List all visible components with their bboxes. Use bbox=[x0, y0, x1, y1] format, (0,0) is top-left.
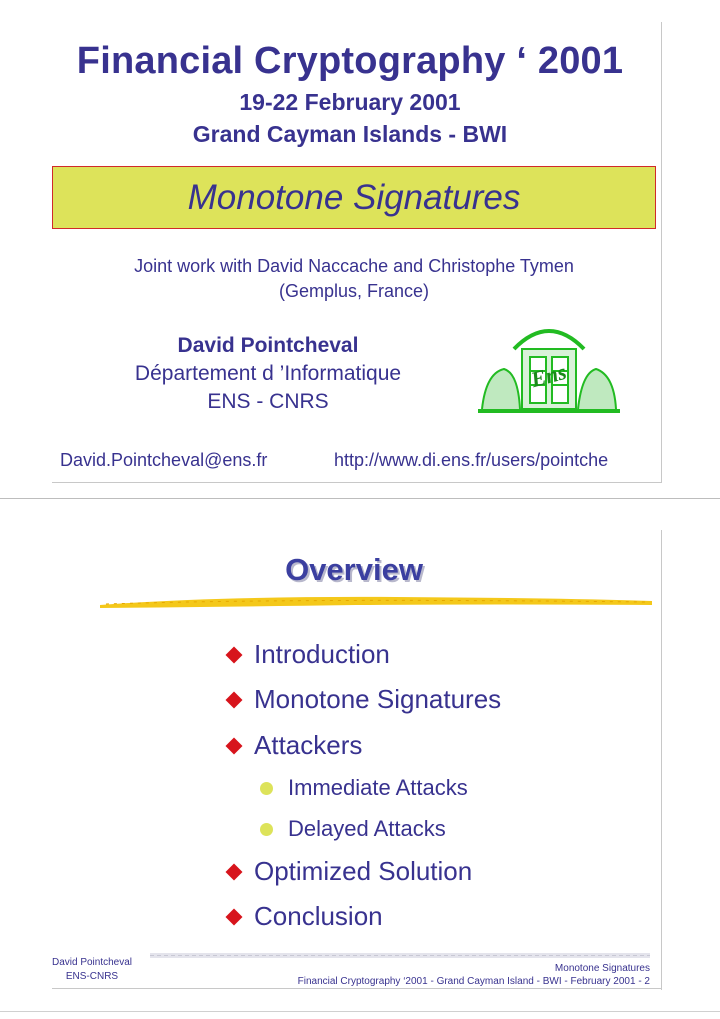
title-underline-swoosh bbox=[96, 592, 656, 612]
talk-title: Monotone Signatures bbox=[187, 177, 521, 217]
overview-subitem bbox=[260, 775, 468, 801]
overview-item-label: Monotone Signatures bbox=[254, 684, 502, 714]
overview-item bbox=[224, 856, 472, 887]
footer-author bbox=[42, 956, 142, 984]
page-bottom-separator bbox=[0, 1011, 720, 1012]
joint-affiliation: (Gemplus, France) bbox=[278, 281, 430, 301]
footer-talk-title: Monotone Signatures bbox=[554, 963, 650, 974]
overview-item bbox=[224, 684, 501, 715]
ens-logo-text: Ens bbox=[528, 358, 569, 393]
footer-author-name: David Pointcheval bbox=[51, 957, 133, 968]
talk-title-box bbox=[52, 166, 656, 229]
joint-work-line: Joint work with David Naccache and Christophe Tymen bbox=[134, 256, 574, 276]
conference-location: Grand Cayman Islands - BWI bbox=[192, 121, 508, 147]
diamond-bullet-icon bbox=[226, 863, 243, 880]
overview-item-label: Attackers bbox=[254, 730, 363, 760]
overview-item-label: Conclusion bbox=[254, 901, 383, 931]
slide-frame-bottom bbox=[52, 482, 662, 483]
diamond-bullet-icon bbox=[226, 908, 243, 925]
ens-logo-icon bbox=[474, 313, 624, 421]
footer-author-institution: ENS-CNRS bbox=[65, 971, 119, 982]
author-institution: ENS - CNRS bbox=[207, 390, 329, 413]
overview-item bbox=[224, 901, 383, 932]
overview-item-label: Optimized Solution bbox=[254, 856, 473, 886]
diamond-bullet-icon bbox=[226, 691, 243, 708]
diamond-bullet-icon bbox=[226, 646, 243, 663]
conference-title: Financial Cryptography ‘ 2001 bbox=[76, 40, 624, 82]
overview-subitem-label: Immediate Attacks bbox=[288, 775, 468, 800]
overview-subitem bbox=[260, 816, 446, 842]
page-separator bbox=[0, 498, 720, 499]
slide-frame-right bbox=[661, 530, 662, 990]
footer-conference-info: Financial Cryptography ‘2001 - Grand Cayman Island - BWI - February 2001 - 2 bbox=[297, 976, 650, 987]
dot-bullet-icon bbox=[260, 823, 273, 836]
slide-1 bbox=[0, 0, 720, 492]
dot-bullet-icon bbox=[260, 782, 273, 795]
overview-item bbox=[224, 730, 362, 761]
overview-title: Overview bbox=[285, 552, 423, 587]
footer-bar bbox=[150, 952, 650, 959]
author-name: David Pointcheval bbox=[177, 334, 359, 357]
overview-item-label: Introduction bbox=[254, 639, 390, 669]
conference-dates: 19-22 February 2001 bbox=[239, 89, 461, 115]
slide-frame-bottom bbox=[52, 988, 662, 989]
diamond-bullet-icon bbox=[226, 737, 243, 754]
slide-2 bbox=[0, 508, 720, 1008]
overview-item bbox=[224, 639, 390, 670]
author-email[interactable]: David.Pointcheval@ens.fr bbox=[60, 450, 268, 470]
overview-subitem-label: Delayed Attacks bbox=[288, 816, 446, 841]
author-url[interactable]: http://www.di.ens.fr/users/pointche bbox=[334, 450, 609, 470]
author-department: Département d ’Informatique bbox=[134, 362, 402, 385]
